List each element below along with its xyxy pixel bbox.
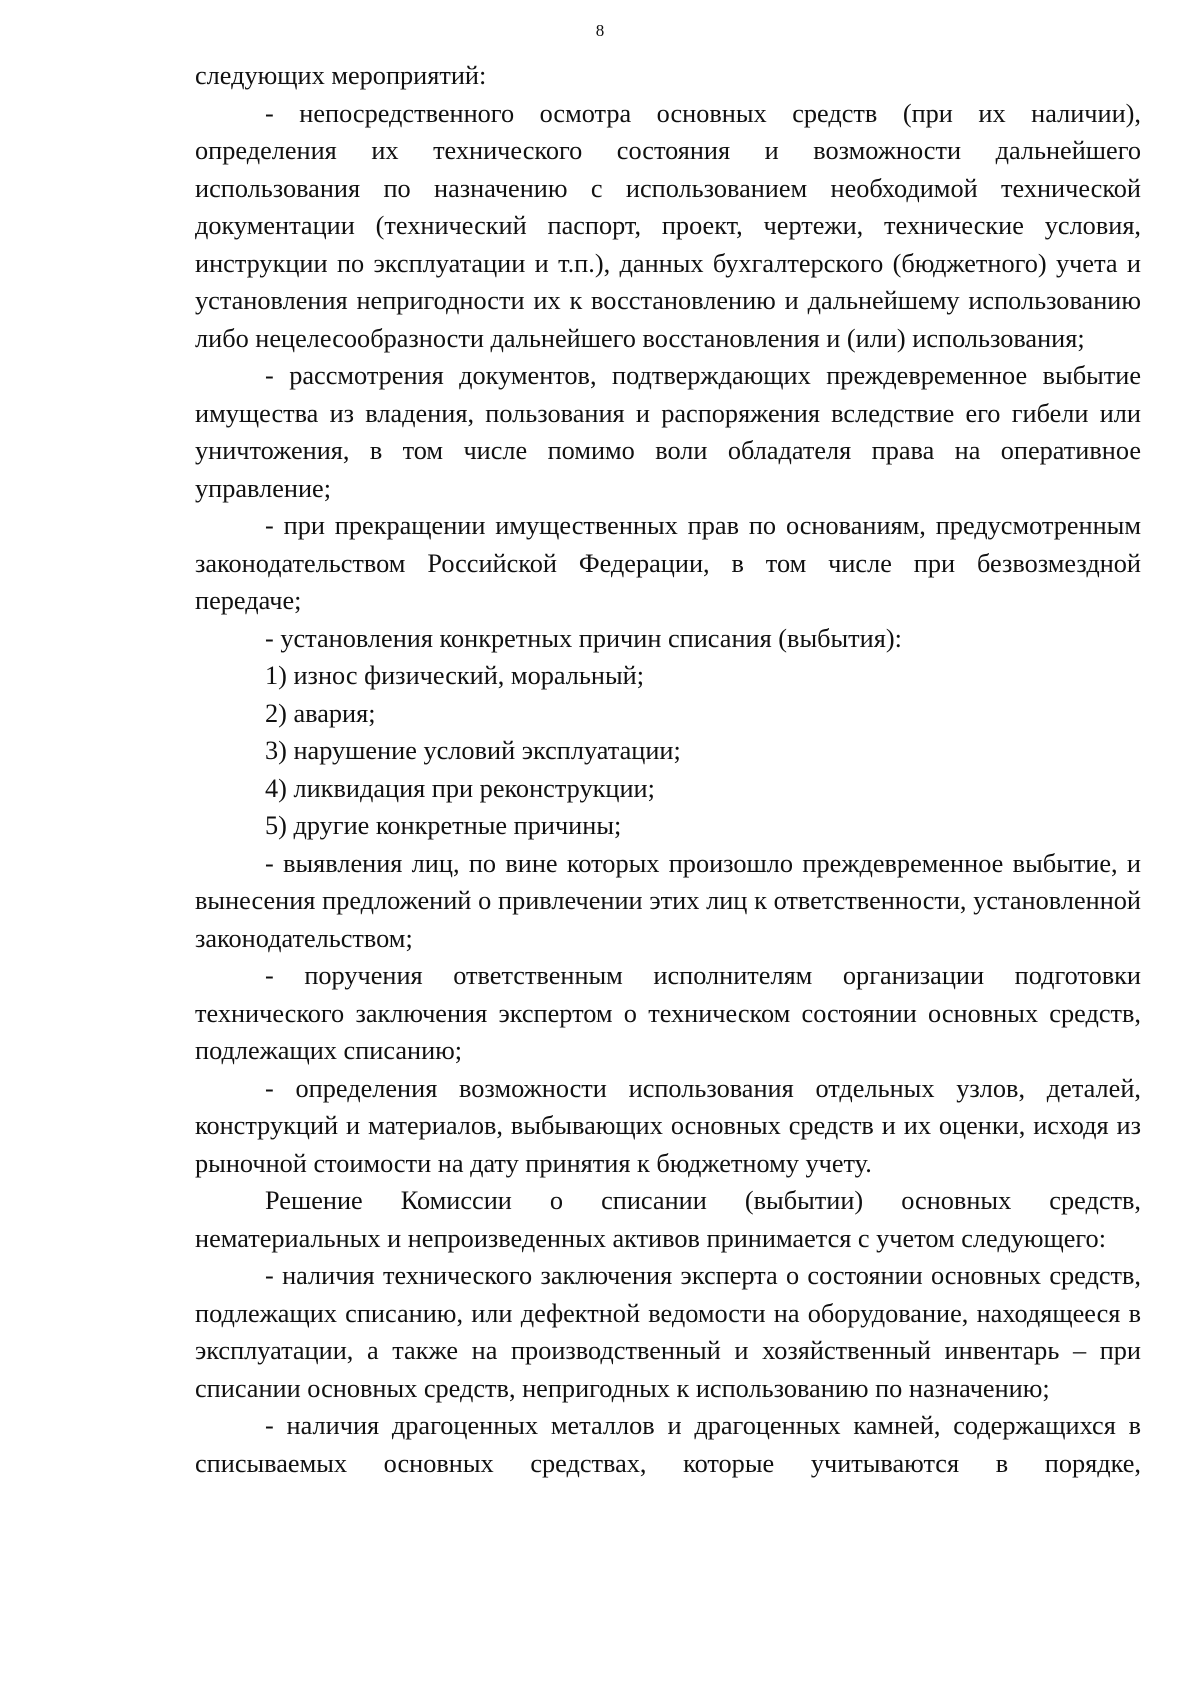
paragraph: - рассмотрения документов, подтверждающих преждевременное выбытие имущества из владения, пользования и распоряжения вследствие его гибели или уничтожения, в том числе помимо воли обладателя права на оперативное управление; xyxy=(195,361,1141,503)
paragraph: - наличия драгоценных металлов и драгоценных камней, содержащихся в списываемых основных средствах, которые учитываются в порядке, xyxy=(195,1411,1141,1478)
page-number: 8 xyxy=(595,21,605,40)
paragraph: - установления конкретных причин списания (выбытия): xyxy=(265,623,902,653)
paragraph: - непосредственного осмотра основных средств (при их наличии), определения их технического состояния и возможности дальнейшего использования по назначению с использованием необходимой технической документации (технический паспорт, проект, чертежи, технические условия, инструкции по эксплуатации и т.п.), данных бухгалтерского (бюджетного) учета и установления непригодности их к восстановлению и дальнейшему использованию либо нецелесообразности дальнейшего восстановления и (или) использования; xyxy=(195,98,1141,353)
paragraph: - выявления лиц, по вине которых произошло преждевременное выбытие, и вынесения предложений о привлечении этих лиц к ответственности, установленной законодательством; xyxy=(195,848,1141,953)
paragraph: 3) нарушение условий эксплуатации; xyxy=(265,736,681,765)
paragraph: - при прекращении имущественных прав по основаниям, предусмотренным законодательством Российской Федерации, в том числе при безвозмездной передаче; xyxy=(195,511,1141,615)
paragraph: 1) износ физический, моральный; xyxy=(265,661,645,690)
document-body xyxy=(195,57,1141,1482)
paragraph: - определения возможности использования отдельных узлов, деталей, конструкций и материалов, выбывающих основных средств и их оценки, исходя из рыночной стоимости на дату принятия к бюджетному учету. xyxy=(195,1073,1141,1178)
paragraph: Решение Комиссии о списании (выбытии) основных средств, нематериальных и непроизведенных активов принимается с учетом следующего: xyxy=(195,1186,1141,1253)
paragraph: 4) ликвидация при реконструкции; xyxy=(265,773,655,803)
paragraph: - поручения ответственным исполнителям организации подготовки технического заключения экспертом о техническом состоянии основных средств, подлежащих списанию; xyxy=(195,961,1141,1065)
paragraph: 2) авария; xyxy=(265,698,376,728)
paragraph: следующих мероприятий: xyxy=(195,61,487,90)
paragraph: 5) другие конкретные причины; xyxy=(265,811,622,840)
paragraph: - наличия технического заключения эксперта о состоянии основных средств, подлежащих списанию, или дефектной ведомости на оборудование, находящееся в эксплуатации, а также на производственный и хозяйственный инвентарь – при списании основных средств, непригодных к использованию по назначению; xyxy=(195,1261,1141,1403)
